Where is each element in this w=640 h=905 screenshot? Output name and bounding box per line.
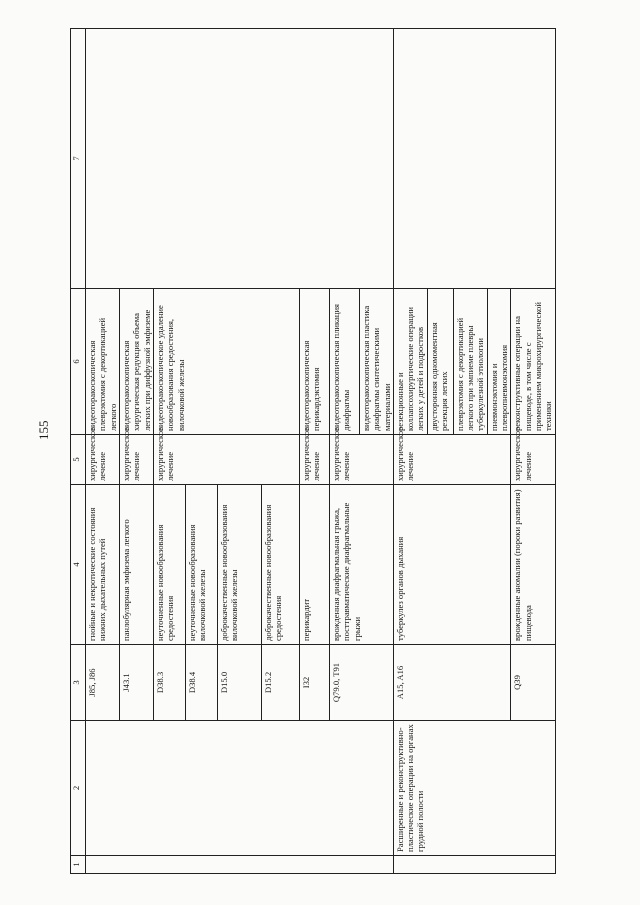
cell-diagnosis: неуточненные новообразования средостения <box>153 485 185 645</box>
cell-method: резекционные и коллапсохирургические операции легких у детей и подростков <box>393 289 427 435</box>
cell-code: D38.3 <box>153 645 185 721</box>
cell-treatment: хирургическое лечение <box>153 435 299 485</box>
cell-method: видеоторакоскопическая хирургическая редукция объема легких при диффузной эмфиземе <box>119 289 153 435</box>
cell-col7 <box>86 29 394 289</box>
cell-treatment: хирургическое лечение <box>119 435 153 485</box>
cell-num <box>393 856 555 874</box>
column-number: 6 <box>71 289 86 435</box>
cell-diagnosis: врожденная диафрагмальная грыжа, посттравматические диафрагмальные грыжи <box>329 485 393 645</box>
rotated-table-wrapper <box>70 29 577 874</box>
page-number: 155 <box>36 420 51 440</box>
cell-diagnosis: панлобулярная эмфизема легкого <box>119 485 153 645</box>
cell-code: D15.2 <box>261 645 299 721</box>
table-row <box>393 29 427 874</box>
cell-diagnosis: туберкулез органов дыхания <box>393 485 511 645</box>
cell-method: двусторонняя одномоментная резекция легких <box>427 289 453 435</box>
cell-method: видеоторакоскопическое удаление новообразования средостения, вилочковой железы <box>153 289 299 435</box>
cell-code: Q39 <box>511 645 555 721</box>
procedures-table <box>70 28 556 874</box>
cell-diagnosis: неуточненные новообразования вилочковой железы <box>185 485 217 645</box>
cell-method: видеоторакоскопическая пликация диафрагмы <box>329 289 359 435</box>
cell-col7 <box>393 29 555 289</box>
column-number: 7 <box>71 29 86 289</box>
cell-group: Расширенные и реконструктивно-пластические операции на органах грудной полости <box>393 721 555 856</box>
column-number: 1 <box>71 856 86 874</box>
cell-code: I32 <box>299 645 329 721</box>
cell-code: J43.1 <box>119 645 153 721</box>
cell-method: реконструктивные операции на пищеводе, в том числе с применением микрохирургической техники <box>511 289 555 435</box>
cell-code: A15, A16 <box>393 645 511 721</box>
cell-diagnosis: доброкачественные новообразования вилочковой железы <box>217 485 261 645</box>
cell-diagnosis: перикардит <box>299 485 329 645</box>
cell-group <box>86 721 394 856</box>
column-number: 5 <box>71 435 86 485</box>
column-number: 2 <box>71 721 86 856</box>
cell-diagnosis: врожденные аномалии (пороки развития) пищевода <box>511 485 555 645</box>
cell-num <box>86 856 394 874</box>
cell-method: видеоторакоскопическая плеврэктомия с декортикацией легкого <box>86 289 120 435</box>
cell-treatment: хирургическое лечение <box>329 435 393 485</box>
cell-treatment: хирургическое лечение <box>86 435 120 485</box>
cell-code: J85, J86 <box>86 645 120 721</box>
cell-code: D15.0 <box>217 645 261 721</box>
column-number: 3 <box>71 645 86 721</box>
cell-method: видеоторакоскопическая пластика диафрагмы синтетическими материалами <box>359 289 393 435</box>
cell-method: плеврэктомия с декортикацией легкого при эмпиеме плевры туберкулезной этиологии <box>453 289 487 435</box>
cell-treatment: хирургическое лечение <box>393 435 511 485</box>
cell-method: видеоторакоскопическая перикардэктомия <box>299 289 329 435</box>
cell-diagnosis: доброкачественные новообразования средостения <box>261 485 299 645</box>
table-row <box>86 29 120 874</box>
cell-treatment: хирургическое лечение <box>511 435 555 485</box>
column-number: 4 <box>71 485 86 645</box>
cell-code: Q79.0, T91 <box>329 645 393 721</box>
column-number-row <box>71 29 86 874</box>
cell-treatment: хирургическое лечение <box>299 435 329 485</box>
cell-code: D38.4 <box>185 645 217 721</box>
cell-diagnosis: гнойные и некротические состояния нижних дыхательных путей <box>86 485 120 645</box>
cell-method: пневмонэктомия и плевропневмонэктомия <box>487 289 511 435</box>
